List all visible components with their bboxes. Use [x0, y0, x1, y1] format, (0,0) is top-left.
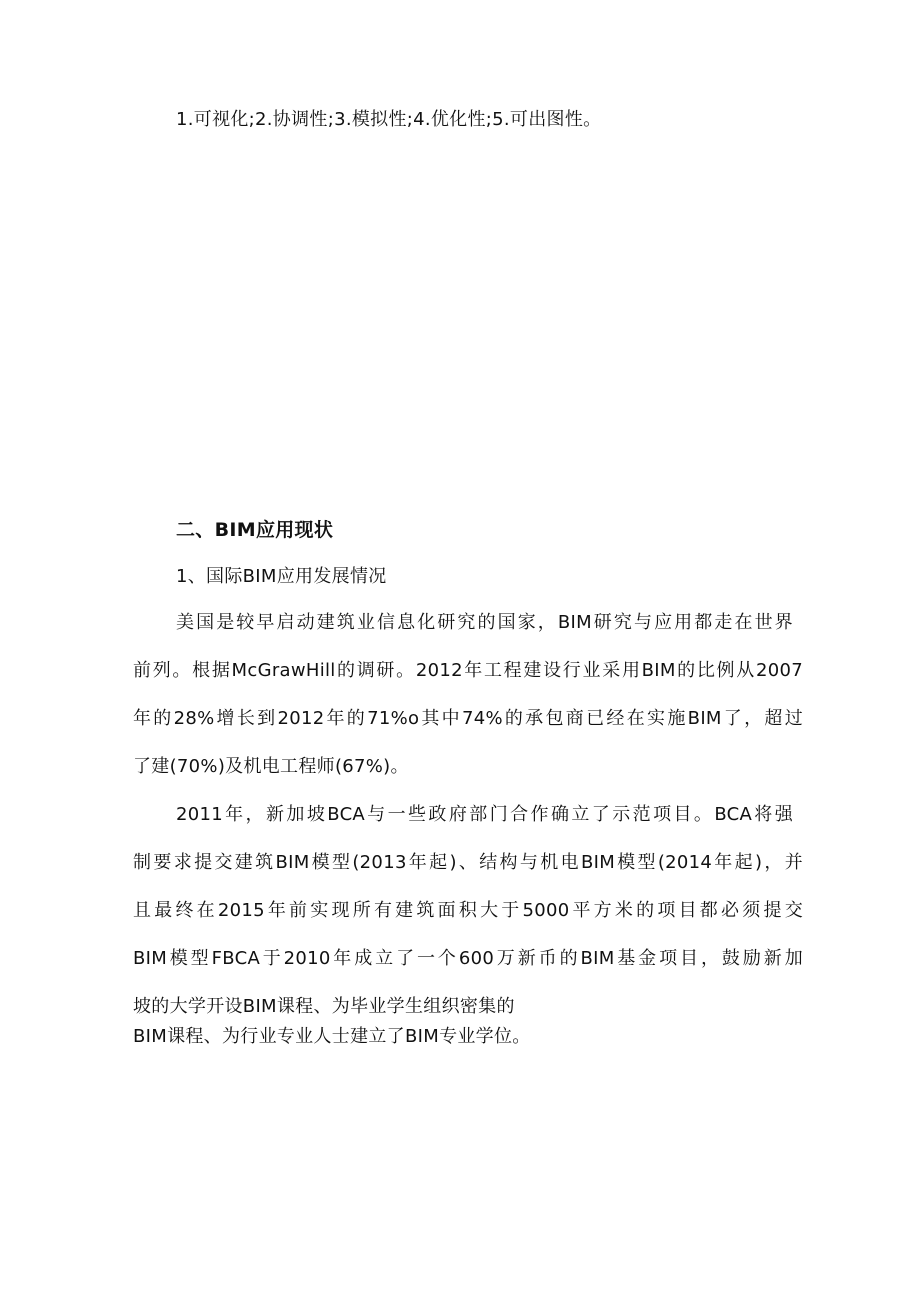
bim-features-line: 1.可视化;2.协调性;3.模拟性;4.优化性;5.可出图性。 — [176, 109, 602, 130]
section-heading: 二、BIM应用现状 — [176, 519, 334, 541]
paragraph-line: 年的28%增长到2012年的71%o其中74%的承包商已经在实施BIM了，超过 — [133, 708, 803, 729]
paragraph-line: BIM课程、为行业专业人士建立了BIM专业学位。 — [133, 1026, 531, 1047]
paragraph-line: 制要求提交建筑BIM模型(2013年起)、结构与机电BIM模型(2014年起)，并 — [133, 852, 803, 873]
paragraph-line: 2011年，新加坡BCA与一些政府部门合作确立了示范项目。BCA将强 — [176, 804, 793, 825]
paragraph-line: 美国是较早启动建筑业信息化研究的国家，BIM研究与应用都走在世界 — [176, 612, 793, 633]
paragraph-line: 坡的大学开设BIM课程、为毕业学生组织密集的 — [133, 996, 515, 1017]
subsection-heading: 1、国际BIM应用发展情况 — [176, 566, 387, 587]
paragraph-line: 且最终在2015年前实现所有建筑面积大于5000平方米的项目都必须提交 — [133, 900, 803, 921]
paragraph-line: BIM模型FBCA于2010年成立了一个600万新币的BIM基金项目，鼓励新加 — [133, 948, 803, 969]
paragraph-line: 了建(70%)及机电工程师(67%)。 — [133, 756, 409, 777]
paragraph-line: 前列。根据McGrawHill的调研。2012年工程建设行业采用BIM的比例从2007 — [133, 660, 803, 681]
